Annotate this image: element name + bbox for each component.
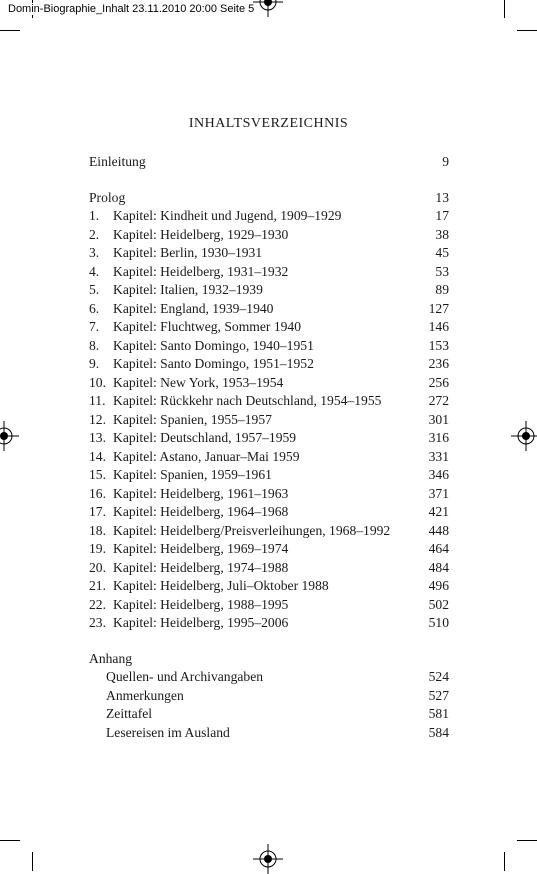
chapter-number: 22. xyxy=(89,596,106,612)
toc-entry-chapter xyxy=(89,577,449,595)
toc-page-number: 236 xyxy=(428,356,449,371)
chapter-number: 6. xyxy=(89,300,100,316)
chapter-number: 15. xyxy=(89,467,106,482)
chapter-number: 16. xyxy=(89,485,106,501)
toc-page-number: 13 xyxy=(435,190,449,205)
chapter-title: Kapitel: Heidelberg, 1974–1988 xyxy=(113,559,289,575)
chapter-title: Kapitel: Italien, 1932–1939 xyxy=(113,282,263,297)
toc-page-number: 17 xyxy=(435,208,449,223)
registration-mark-icon xyxy=(253,0,283,17)
chapter-number: 20. xyxy=(89,559,106,575)
chapter-number: 21. xyxy=(89,578,106,593)
registration-mark-icon xyxy=(253,844,283,874)
chapter-title: Kapitel: Heidelberg, 1969–1974 xyxy=(113,541,289,556)
chapter-number: 4. xyxy=(89,263,100,279)
toc-label: Lesereisen im Ausland xyxy=(106,724,230,740)
crop-mark xyxy=(0,840,20,841)
toc-entry-appendix-item xyxy=(106,687,449,705)
toc-entry-chapter xyxy=(89,244,449,262)
chapter-title: Kapitel: Astano, Januar–Mai 1959 xyxy=(113,448,300,464)
toc-entry-appendix-item xyxy=(106,705,449,723)
toc-entry-chapter xyxy=(89,540,449,558)
chapter-title: Kapitel: Heidelberg, 1931–1932 xyxy=(113,263,289,279)
chapter-number: 9. xyxy=(89,356,100,371)
toc-entry-chapter xyxy=(89,448,449,466)
registration-mark-icon xyxy=(511,421,537,451)
chapter-number: 8. xyxy=(89,337,100,353)
chapter-title: Kapitel: Rückkehr nach Deutschland, 1954–1955 xyxy=(113,393,382,408)
toc-page-number: 464 xyxy=(428,541,449,556)
chapter-title: Kapitel: Santo Domingo, 1940–1951 xyxy=(113,337,314,353)
printer-slug: Domin-Biographie_Inhalt 23.11.2010 20:00 Seite 5 xyxy=(8,3,255,15)
toc-label: Anmerkungen xyxy=(106,687,184,703)
toc-entry-chapter xyxy=(89,559,449,577)
toc-page-number: 53 xyxy=(435,263,449,279)
chapter-number: 10. xyxy=(89,374,106,390)
toc-page-number: 45 xyxy=(435,245,449,260)
toc-page-number: 502 xyxy=(428,596,449,612)
toc-label: Zeittafel xyxy=(106,706,153,721)
chapter-title: Kapitel: Berlin, 1930–1931 xyxy=(113,245,263,260)
toc-entry-chapter xyxy=(89,226,449,244)
toc-entry-chapter xyxy=(89,411,449,429)
chapter-number: 23. xyxy=(89,615,106,630)
toc-entry-intro xyxy=(89,153,449,171)
toc-page-number: 127 xyxy=(428,300,449,316)
crop-mark xyxy=(0,30,20,31)
toc-entry-prolog xyxy=(89,189,449,207)
toc-page-number: 272 xyxy=(428,393,449,408)
chapter-title: Kapitel: Heidelberg/Preisverleihungen, 1968–1992 xyxy=(113,522,391,538)
toc-entry-chapter xyxy=(89,596,449,614)
chapter-number: 17. xyxy=(89,504,106,519)
toc-page-number: 484 xyxy=(428,559,449,575)
chapter-title: Kapitel: New York, 1953–1954 xyxy=(113,374,284,390)
chapter-title: Kapitel: Heidelberg, 1964–1968 xyxy=(113,504,289,519)
toc-entry-chapter xyxy=(89,392,449,410)
toc-page-number: 316 xyxy=(428,430,449,445)
chapter-number: 19. xyxy=(89,541,106,556)
chapter-number: 7. xyxy=(89,319,100,334)
crop-mark xyxy=(32,852,33,871)
chapter-title: Kapitel: Fluchtweg, Sommer 1940 xyxy=(113,319,302,334)
chapter-title: Kapitel: Deutschland, 1957–1959 xyxy=(113,430,297,445)
chapter-number: 3. xyxy=(89,245,100,260)
toc-entry-chapter xyxy=(89,281,449,299)
toc-entry-chapter xyxy=(89,300,449,318)
toc-entry-chapter xyxy=(89,614,449,632)
toc-page-number: 421 xyxy=(428,504,449,519)
toc-entry-chapter xyxy=(89,337,449,355)
toc-page-number: 448 xyxy=(428,522,449,538)
crop-mark xyxy=(504,0,505,18)
crop-mark xyxy=(504,852,505,871)
toc-entry-chapter xyxy=(89,503,449,521)
toc-page-number: 146 xyxy=(428,319,449,334)
toc-page-number: 38 xyxy=(435,226,449,242)
chapter-title: Kapitel: Heidelberg, Juli–Oktober 1988 xyxy=(113,578,329,593)
chapter-number: 1. xyxy=(89,208,100,223)
toc-entry-chapter xyxy=(89,466,449,484)
chapter-title: Kapitel: Heidelberg, 1988–1995 xyxy=(113,596,289,612)
chapter-number: 2. xyxy=(89,226,100,242)
toc-page-number: 89 xyxy=(435,282,449,297)
chapter-number: 5. xyxy=(89,282,100,297)
chapter-number: 18. xyxy=(89,522,106,538)
chapter-number: 12. xyxy=(89,411,106,427)
toc-label: Einleitung xyxy=(89,154,146,169)
toc-entry-chapter xyxy=(89,522,449,540)
toc-page-number: 331 xyxy=(428,448,449,464)
toc-page-number: 9 xyxy=(442,154,449,169)
toc-label: Prolog xyxy=(89,190,126,205)
toc-page-number: 153 xyxy=(428,337,449,353)
crop-mark xyxy=(517,840,537,841)
toc-page-number: 584 xyxy=(428,724,449,740)
toc-entry-chapter xyxy=(89,207,449,225)
chapter-title: Kapitel: England, 1939–1940 xyxy=(113,300,274,316)
toc-page-number: 346 xyxy=(428,467,449,482)
chapter-title: Kapitel: Spanien, 1955–1957 xyxy=(113,411,272,427)
chapter-title: Kapitel: Heidelberg, 1995–2006 xyxy=(113,615,289,630)
toc-entry-chapter xyxy=(89,485,449,503)
toc-entry-appendix xyxy=(89,650,449,668)
crop-mark xyxy=(517,30,537,31)
toc-label: Anhang xyxy=(89,651,133,666)
toc-entry-appendix-item xyxy=(106,724,449,742)
chapter-title: Kapitel: Heidelberg, 1961–1963 xyxy=(113,485,289,501)
chapter-title: Kapitel: Kindheit und Jugend, 1909–1929 xyxy=(113,208,342,223)
toc-page-number: 301 xyxy=(428,411,449,427)
toc-page-number: 524 xyxy=(428,669,449,684)
toc-entry-chapter xyxy=(89,374,449,392)
chapter-title: Kapitel: Heidelberg, 1929–1930 xyxy=(113,226,289,242)
chapter-title: Kapitel: Santo Domingo, 1951–1952 xyxy=(113,356,314,371)
toc-label: Quellen- und Archivangaben xyxy=(106,669,264,684)
toc-page-number: 510 xyxy=(428,615,449,630)
chapter-title: Kapitel: Spanien, 1959–1961 xyxy=(113,467,272,482)
chapter-number: 11. xyxy=(89,393,106,408)
registration-mark-icon xyxy=(0,421,19,451)
toc-page-number: 256 xyxy=(428,374,449,390)
toc-page-number: 371 xyxy=(428,485,449,501)
toc-entry-chapter xyxy=(89,318,449,336)
toc-page-number: 581 xyxy=(428,706,449,721)
toc-entry-chapter xyxy=(89,355,449,373)
toc-entry-appendix-item xyxy=(106,668,449,686)
toc-page-number: 527 xyxy=(428,687,449,703)
page-title: INHALTSVERZEICHNIS xyxy=(188,116,349,131)
chapter-number: 13. xyxy=(89,430,106,445)
toc-page-number: 496 xyxy=(428,578,449,593)
chapter-number: 14. xyxy=(89,448,106,464)
toc-entry-chapter xyxy=(89,263,449,281)
toc-entry-chapter xyxy=(89,429,449,447)
